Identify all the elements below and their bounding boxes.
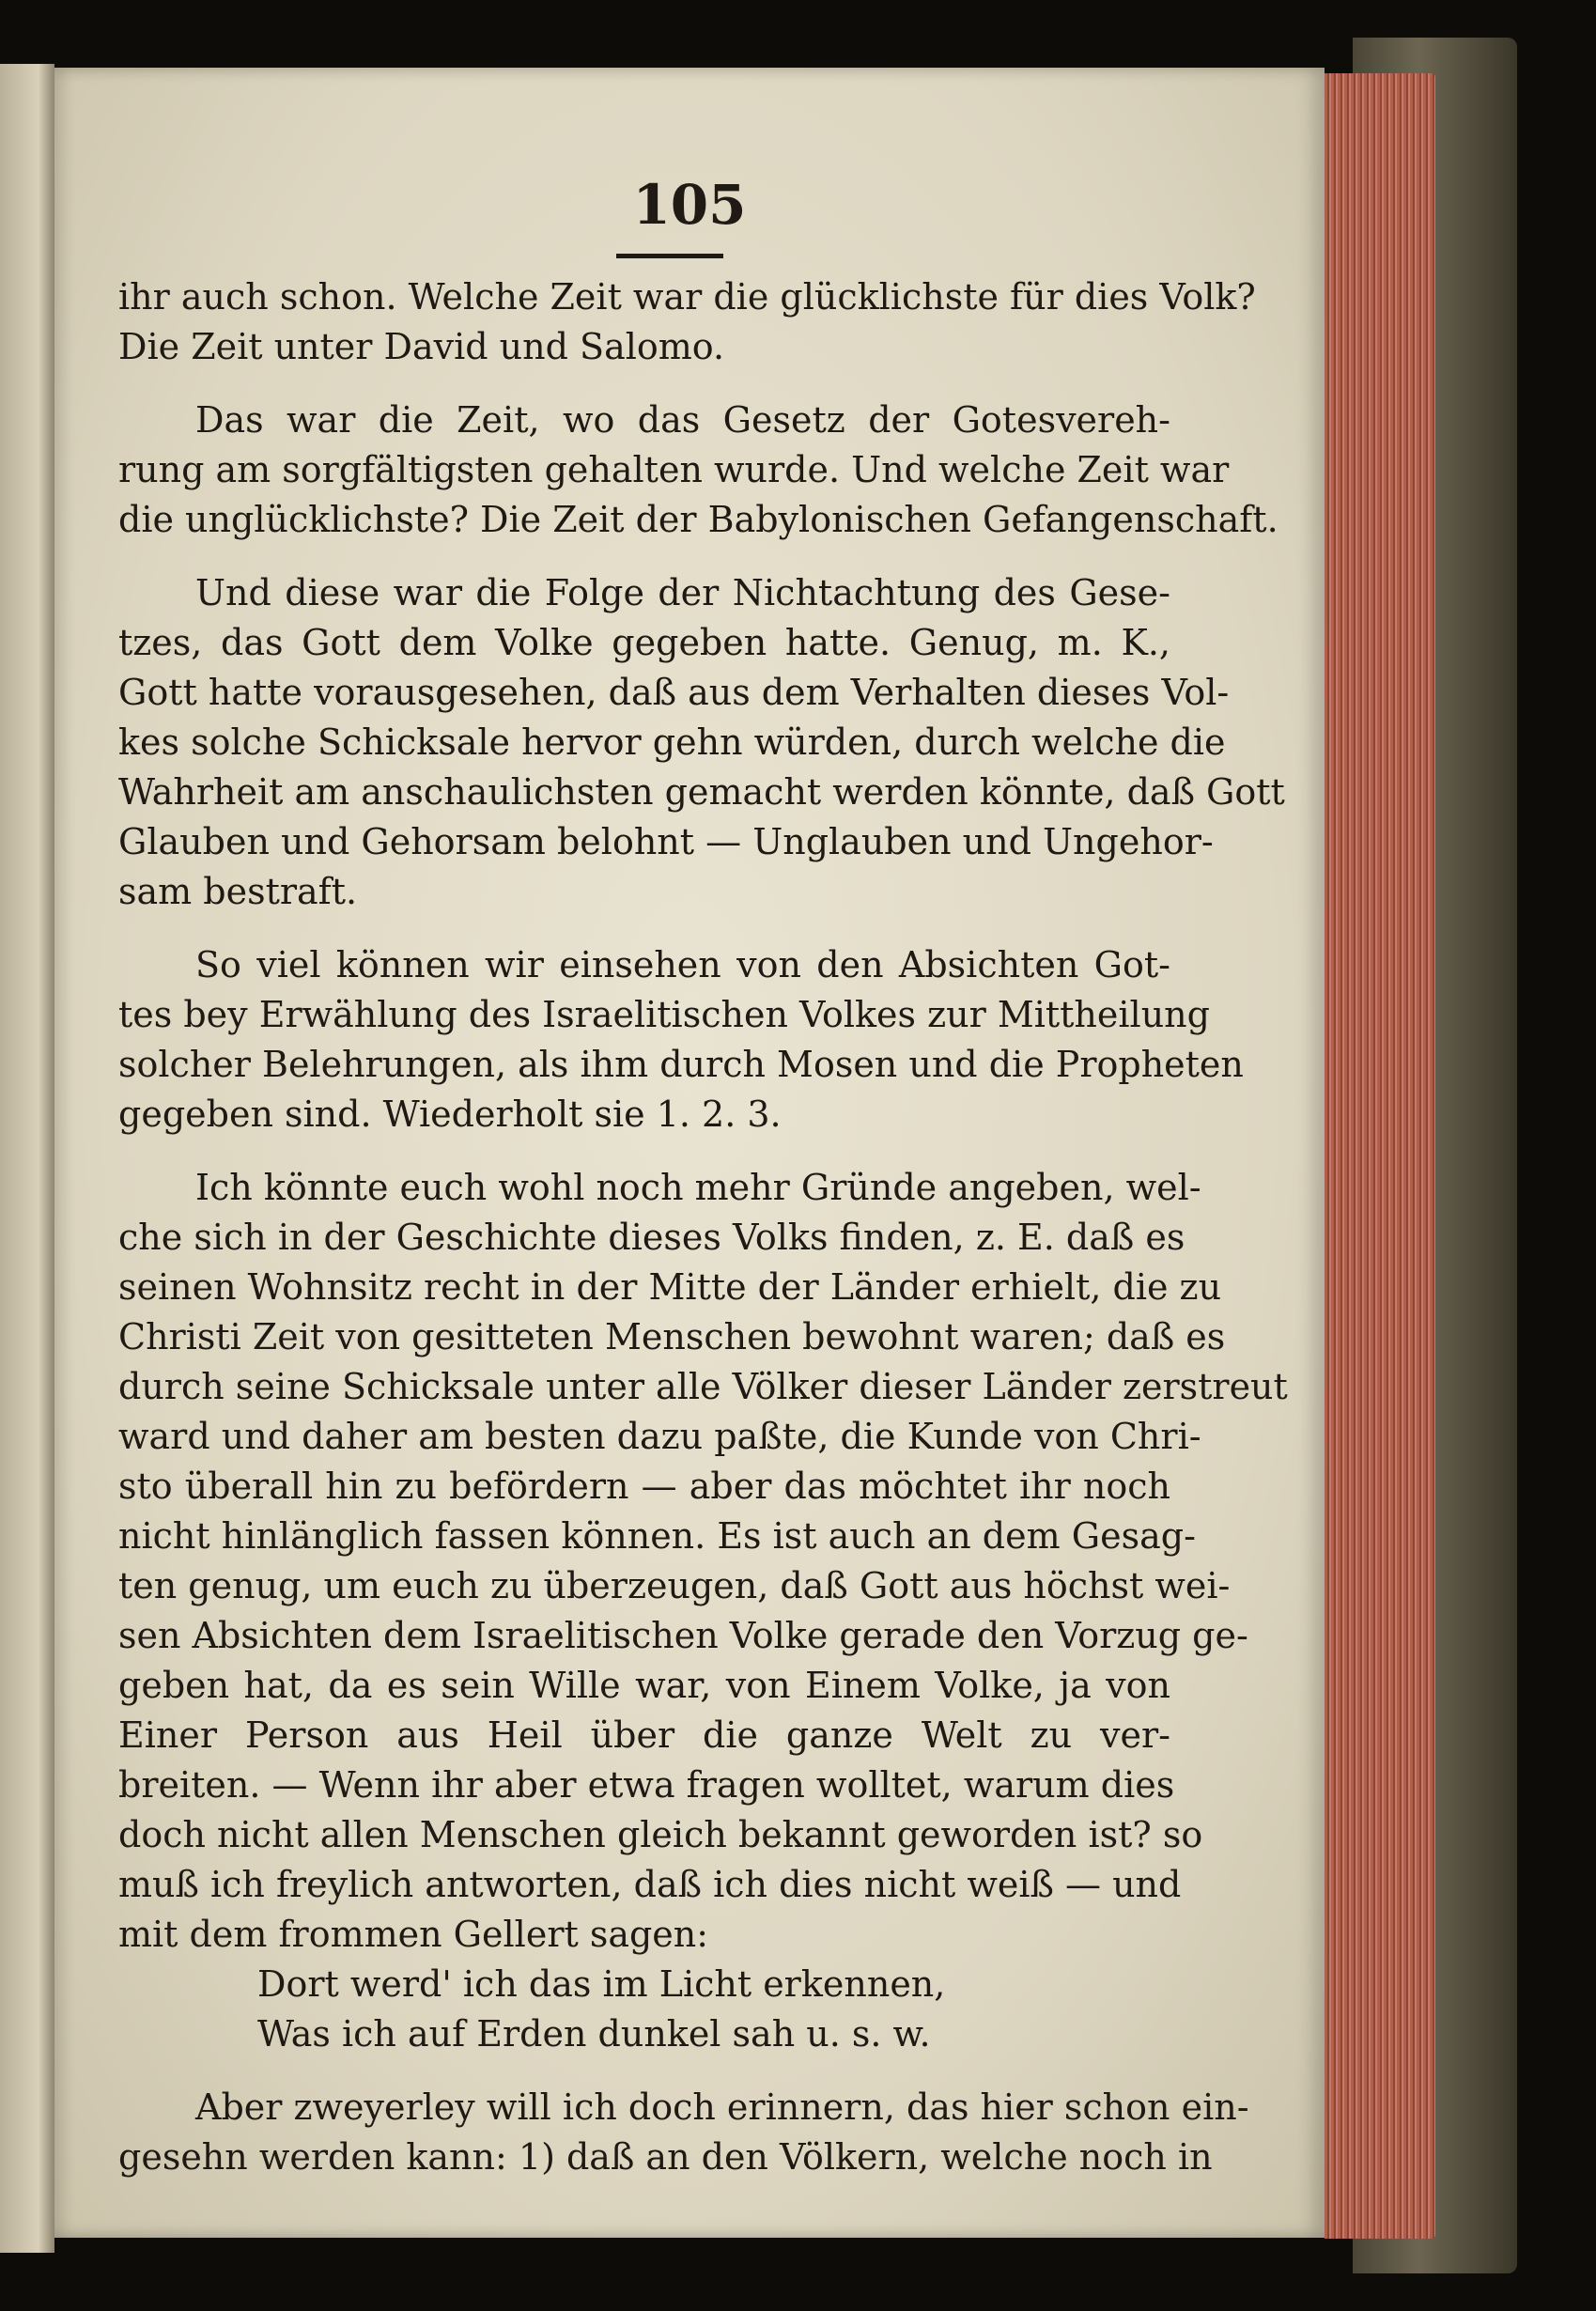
text-line: doch nicht allen Menschen gleich bekannt geworden ist? so: [118, 1814, 1203, 1855]
header-rule: [616, 254, 723, 258]
body-text: [118, 272, 1288, 2182]
paragraph-gap: [118, 545, 1170, 568]
text-line: Ich könnte euch wohl noch mehr Gründe angeben, wel-: [195, 1167, 1201, 1208]
text-line: Christi Zeit von gesitteten Menschen bewohnt waren; daß es: [118, 1316, 1226, 1357]
text-line: ten genug, um euch zu überzeugen, daß Gott aus höchst wei-: [118, 1565, 1231, 1606]
text-line: durch seine Schicksale unter alle Völker dieser Länder zerstreut: [118, 1366, 1288, 1407]
text-line: tzes, das Gott dem Volke gegeben hatte. Genug, m. K.,: [118, 622, 1170, 663]
book-page: [54, 68, 1325, 2238]
text-line: sen Absichten dem Israelitischen Volke gerade den Vorzug ge-: [118, 1615, 1248, 1656]
verse-line: Dort werd' ich das im Licht erkennen,: [257, 1963, 946, 2005]
text-line: tes bey Erwählung des Israelitischen Volkes zur Mittheilung: [118, 994, 1210, 1035]
text-line: die unglücklichste? Die Zeit der Babylonischen Gefangenschaft.: [118, 499, 1278, 540]
text-line: rung am sorgfältigsten gehalten wurde. Und welche Zeit war: [118, 449, 1230, 490]
paragraph-gap: [118, 1140, 1170, 1163]
text-line: breiten. — Wenn ihr aber etwa fragen wolltet, warum dies: [118, 1764, 1175, 1806]
text-line: gegeben sind. Wiederholt sie 1. 2. 3.: [118, 1093, 782, 1135]
text-line: ihr auch schon. Welche Zeit war die glücklichste für dies Volk?: [118, 276, 1256, 318]
text-line: geben hat, da es sein Wille war, von Einem Volke, ja von: [118, 1665, 1170, 1706]
text-line: Glauben und Gehorsam belohnt — Unglauben und Ungehor-: [118, 821, 1214, 862]
text-line: che sich in der Geschichte dieses Volks finden, z. E. daß es: [118, 1217, 1185, 1258]
paragraph-gap: [118, 372, 1170, 396]
text-line: solcher Belehrungen, als ihm durch Mosen und die Propheten: [118, 1044, 1244, 1085]
text-line: Aber zweyerley will ich doch erinnern, das hier schon ein-: [195, 2086, 1249, 2128]
text-line: nicht hinlänglich fassen können. Es ist auch an dem Gesag-: [118, 1515, 1196, 1557]
page-number: 105: [632, 173, 747, 237]
text-line: sam bestraft.: [118, 871, 358, 912]
page-edges: [1325, 73, 1435, 2239]
paragraph-gap: [118, 917, 1170, 940]
text-line: Einer Person aus Heil über die ganze Welt zu ver-: [118, 1714, 1170, 1756]
text-line: Wahrheit am anschaulichsten gemacht werden könnte, daß Gott: [118, 771, 1285, 813]
text-line: gesehn werden kann: 1) daß an den Völkern, welche noch in: [118, 2136, 1213, 2178]
text-line: seinen Wohnsitz recht in der Mitte der Länder erhielt, die zu: [118, 1266, 1222, 1308]
left-page-edge: [0, 64, 54, 2253]
text-line: mit dem frommen Gellert sagen:: [118, 1914, 709, 1955]
text-line: kes solche Schicksale hervor gehn würden, durch welche die: [118, 721, 1226, 763]
text-line: Und diese war die Folge der Nichtachtung des Gese-: [195, 572, 1170, 613]
text-line: ward und daher am besten dazu paßte, die Kunde von Chri-: [118, 1416, 1201, 1457]
text-line: So viel können wir einsehen von den Absichten Got-: [195, 944, 1170, 985]
text-line: Die Zeit unter David und Salomo.: [118, 326, 725, 367]
text-line: muß ich freylich antworten, daß ich dies nicht weiß — und: [118, 1864, 1182, 1905]
paragraph-gap: [118, 2059, 1170, 2083]
text-line: Das war die Zeit, wo das Gesetz der Gotesvereh-: [195, 399, 1170, 441]
text-line: Gott hatte vorausgesehen, daß aus dem Verhalten dieses Vol-: [118, 672, 1230, 713]
verse-line: Was ich auf Erden dunkel sah u. s. w.: [257, 2013, 931, 2055]
text-line: sto überall hin zu befördern — aber das möchtet ihr noch: [118, 1466, 1170, 1507]
